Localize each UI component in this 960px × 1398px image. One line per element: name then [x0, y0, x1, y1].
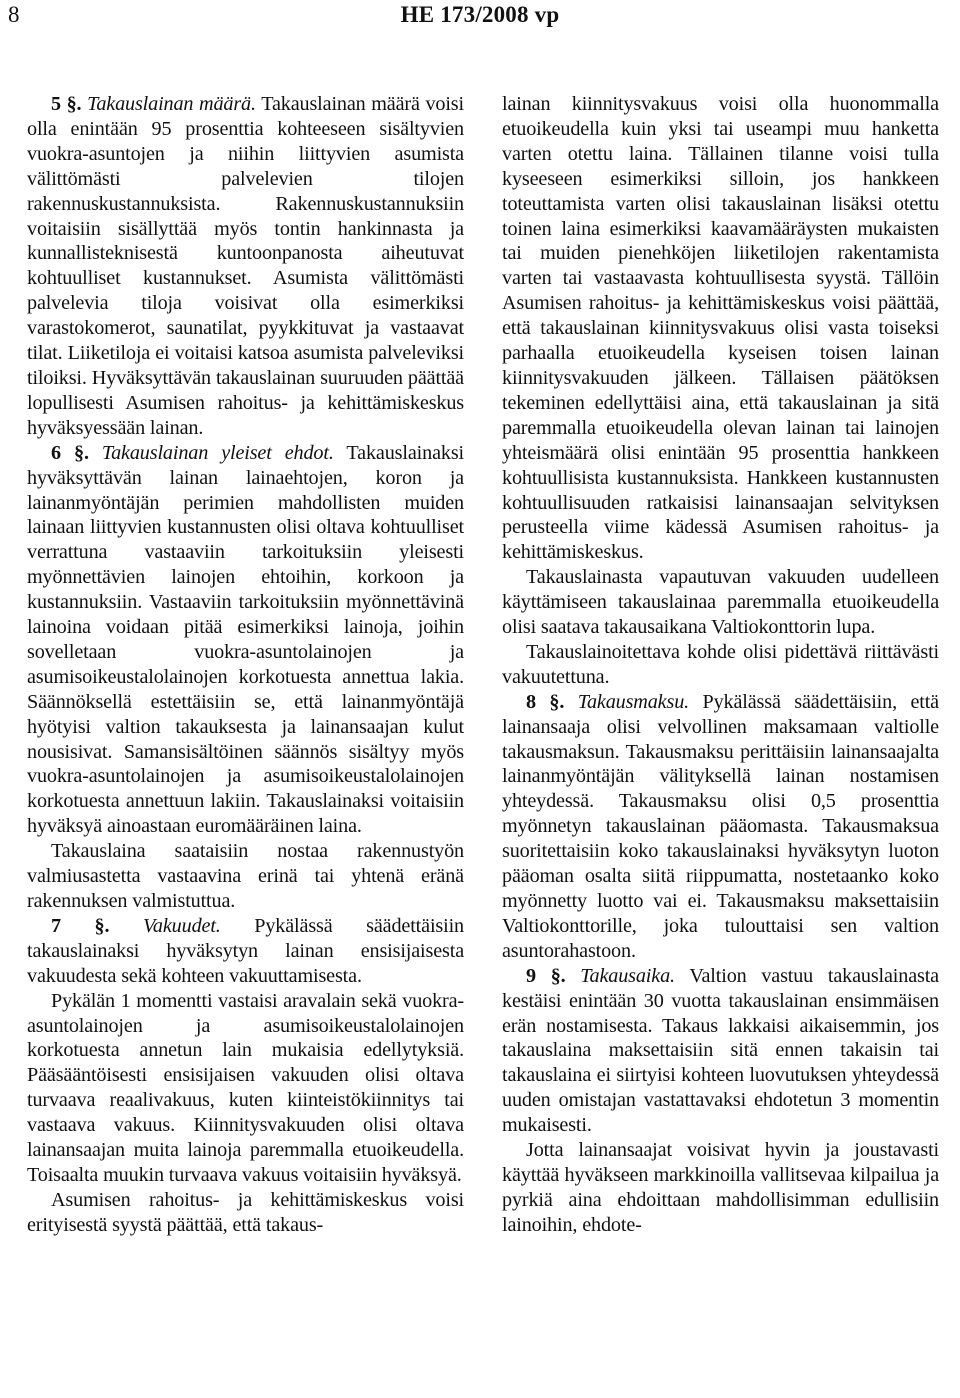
continued-paragraph: lainan kiinnitysvakuus voisi olla huonommalla etuoikeudella kuin yksi tai useampi muu hanketta varten otettu laina. Tällainen tilanne voisi tulla kyseeseen esimerkiksi silloin, jos hankkeen toteuttamista varten olisi takauslainan lisäksi otettu toinen laina esimerkiksi kaavamääräysten mukaisten tai muiden pienehköjen liiketilojen rakentamista varten tai vastaavasta kohtuullisesta syystä. Tällöin Asumisen rahoitus- ja kehittämiskeskus voisi päättää, että takauslainan kiinnitysvakuus olisi vasta toiseksi parhaalla etuoikeudella kyseisen toisen lainan kiinnitysvakuuden jälkeen. Tällaisen päätöksen tekeminen edellyttäisi aina, että takauslainan ja sitä paremmalla etuoikeudella olevan lainan tai lainojen yhteismäärä olisi enintään 95 prosenttia hankkeen kohtuullisista kustannuksista. Hankkeen kustannusten kohtuullisuuden ratkaisisi lainansaajan selvityksen perusteella viime kädessä Asumisen rahoitus- ja kehittämiskeskus.	[502, 93, 939, 564]
section-title: Vakuudet.	[142, 914, 221, 937]
section-6-paragraph	[27, 441, 464, 840]
paragraph-text: Takauslainaksi hyväksyttävän lainan lainaehtojen, koron ja lainanmyöntäjän perimien mahdollisten muiden lainaan liittyvien kustannusten olisi oltava kohtuulliset verrattuna vastaaviin tarkoituksiin yleisesti myönnettävien lainojen ehtoihin, korkoon ja kustannuksiin. Vastaaviin tarkoituksiin myönnettävinä lainoina voidaan pitää esimerkiksi lainoja, joihin sovelletaan vuokra-asuntolainojen ja asumisoikeustalolainojen korkotuesta annettua lakia. Säännöksellä estettäisiin se, että lainanmyöntäjä hyötyisi valtion takauksesta ja lainansaajan kulut nousisivat. Samansisältöinen säännös sisältyy myös vuokra-asuntolainojen ja asumisoikeustalolainojen korkotuesta annettuun lakiin. Takauslainaksi voitaisiin hyväksyä ainoastaan euromääräinen laina.	[27, 441, 464, 838]
paragraph-text: Pykälässä säädettäisiin takauslainaksi hyväksytyn lainan ensisijaisesta vakuudesta sekä kohteen vakuuttamisesta.	[27, 914, 464, 987]
page-number: 8	[8, 2, 20, 27]
left-column	[27, 92, 464, 1238]
section-title: Takauslainan määrä.	[87, 93, 256, 115]
section-title: Takauslainan yleiset ehdot.	[101, 441, 334, 464]
paragraph: Jotta lainansaajat voisivat hyvin ja joustavasti käyttää hyväkseen markkinoilla vallitsevaa kilpailua ja pyrkiä aina ehdoittaan mahdollisimman edullisiin lainoihin, ehdote-	[502, 1139, 939, 1236]
section-mark: §.	[94, 914, 110, 937]
paragraph: Takauslainoitettava kohde olisi pidettävä riittävästi vakuutettuna.	[502, 640, 939, 688]
page-header	[0, 0, 960, 40]
section-title: Takausmaksu.	[577, 690, 690, 713]
paragraph: Takauslainasta vapautuvan vakuuden uudelleen käyttämiseen takauslainaa paremmalla etuoikeudella olisi saatava takausaikana Valtiokonttorin lupa.	[502, 566, 939, 639]
section-number: 9	[526, 964, 536, 987]
section-9-paragraph	[502, 964, 939, 1138]
section-8-paragraph	[502, 690, 939, 964]
paragraph: Pykälän 1 momentti vastaisi aravalain sekä vuokra-asuntolainojen ja asumisoikeustalolainojen korkotuesta annetun lain mukaisia edellytyksiä. Pääsääntöisesti ensisijaisen vakuuden olisi oltava turvaava reaalivakuus, kuten kiinteistökiinnitys tai vastaava vakuus. Kiinnitysvakuuden olisi oltava lainansaajan muita lainoja paremmalla etuoikeudella. Toisaalta muukin turvaava vakuus voitaisiin hyväksyä.	[27, 989, 464, 1186]
section-mark: §.	[66, 93, 82, 115]
section-number: 7	[51, 914, 61, 937]
document-id: HE 173/2008 vp	[400, 2, 560, 27]
section-7-paragraph	[27, 914, 464, 989]
paragraph-text: Pykälässä säädettäisiin, että lainansaaja olisi velvollinen maksamaan valtiolle takausmaksun. Takausmaksu perittäisiin lainansaajalta lainanmyöntäjän välityksellä lainan nostamisen yhteydessä. Takausmaksu olisi 0,5 prosenttia myönnetyn takauslainan pääomasta. Takausmaksua suoritettaisiin koko takauslainaksi hyväksytyn luoton pääoman osalta siitä riippumatta, nostetaanko koko myönnetty luotto vai ei. Takausmaksu maksettaisiin Valtiokonttorille, joka tulouttaisi sen valtion asuntorahastoon.	[502, 690, 939, 962]
section-mark: §.	[74, 441, 89, 464]
section-number: 5	[51, 93, 61, 115]
section-title: Takausaika.	[580, 964, 675, 987]
section-mark: §.	[549, 690, 565, 713]
paragraph-text: Takauslainan määrä voisi olla enintään 95 prosenttia kohteeseen sisältyvien vuokra-asuntojen ja niihin liittyvien asumista välittömästi palvelevien tilojen rakennuskustannuksista. Rakennuskustannuksiin voitaisiin sisällyttää myös tontin hankinnasta ja kunnallisteknisestä kuntoonpanosta aiheutuvat kohtuulliset kustannukset. Asumista välittömästi palvelevia tiloja voisivat olla esimerkiksi varastokomerot, saunatilat, pyykkituvat ja vastaavat tilat. Liiketiloja ei voitaisi katsoa asumista palveleviksi tiloiksi. Hyväksyttävän takauslainan suuruuden päättää lopullisesti Asumisen rahoitus- ja kehittämiskeskus hyväksyessään lainan.	[27, 93, 464, 439]
paragraph: Takauslaina saataisiin nostaa rakennustyön valmiusastetta vastaavina erinä tai yhtenä eränä rakennuksen valmistuttua.	[27, 840, 464, 912]
paragraph-text: Valtion vastuu takauslainasta kestäisi enintään 30 vuotta takauslainan ensimmäisen erän nostamisesta. Takaus lakkaisi aikaisemmin, jos takauslaina maksettaisiin sitä ennen takaisin tai takauslaina ei siirtyisi kohteen luovutuksen yhteydessä uuden omistajan vastattavaksi ehdotetun 3 momentin mukaisesti.	[502, 964, 939, 1137]
section-5-paragraph	[27, 92, 464, 441]
section-mark: §.	[550, 964, 566, 987]
paragraph: Asumisen rahoitus- ja kehittämiskeskus voisi erityisestä syystä päättää, että takaus-	[27, 1188, 464, 1236]
right-column	[502, 92, 939, 1238]
section-number: 6	[51, 441, 61, 464]
section-number: 8	[526, 690, 536, 713]
